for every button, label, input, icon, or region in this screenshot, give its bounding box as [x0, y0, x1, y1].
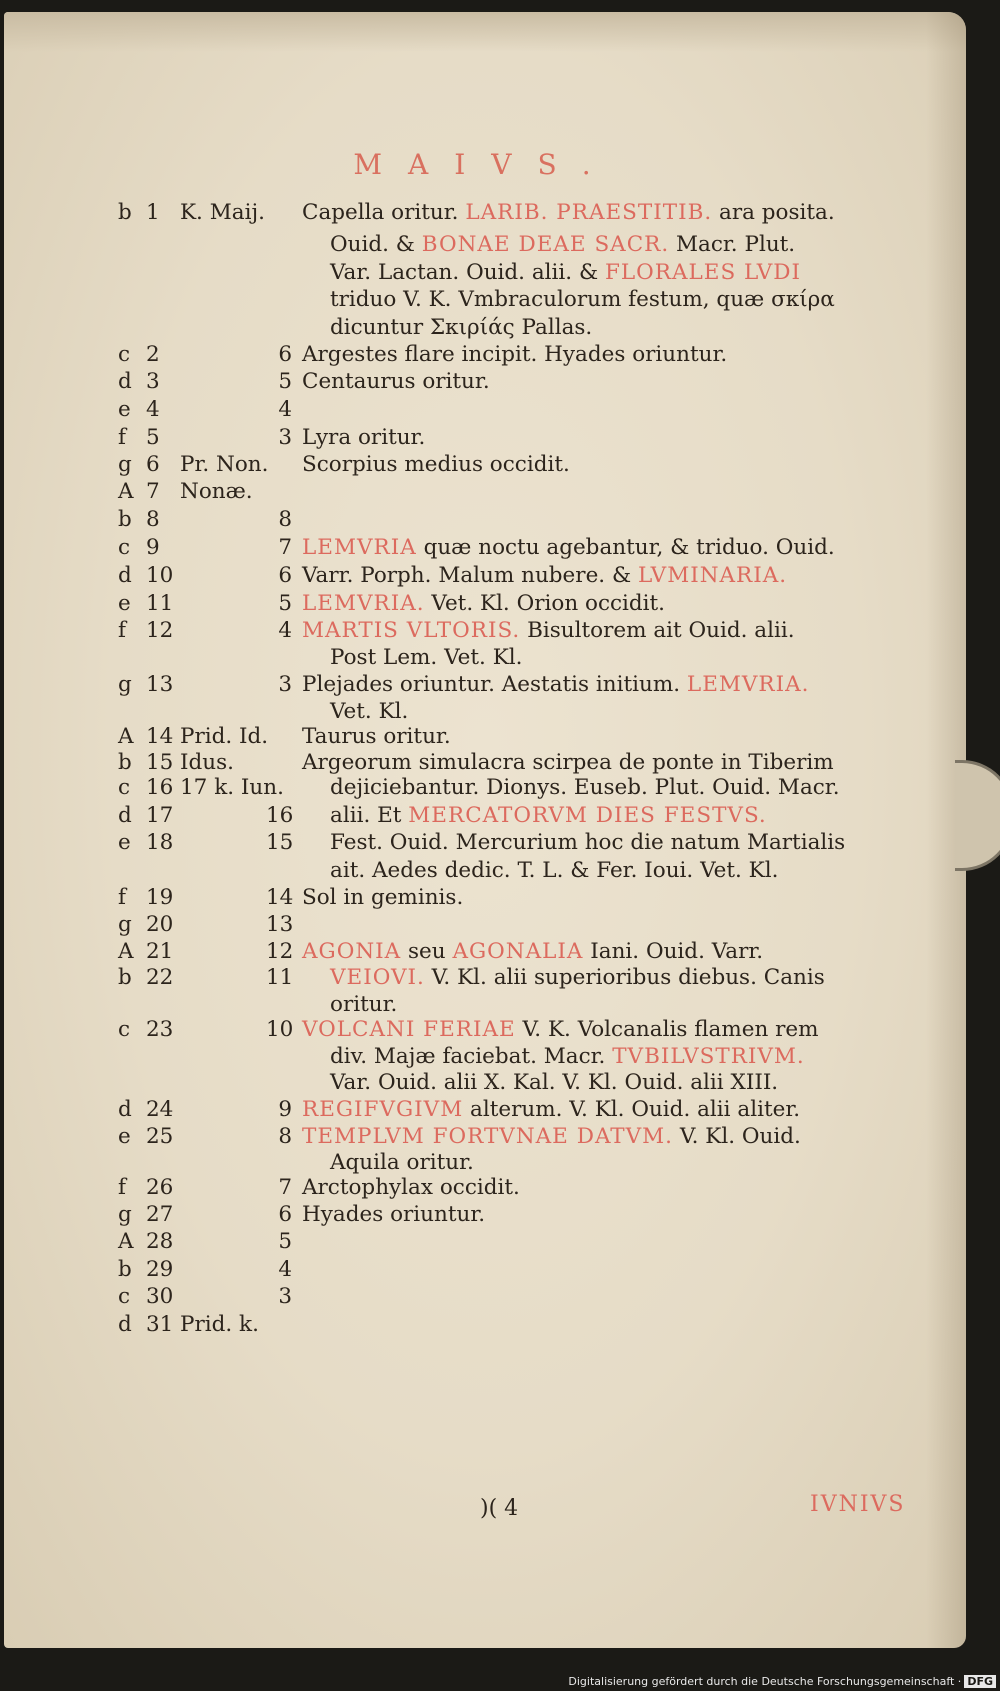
entry-segment: V. Kl. alii superioribus diebus. Canis [424, 965, 825, 990]
dominical-letter: b [118, 507, 132, 532]
entry-text [330, 965, 825, 990]
dominical-letter: d [118, 1097, 132, 1122]
roman-date: 6 [278, 1202, 292, 1227]
roman-date: 4 [278, 397, 292, 422]
entry-segment: V. K. Volcanalis flamen rem [515, 1017, 819, 1042]
entry-segment: Centaurus oritur. [302, 369, 490, 394]
dominical-letter: f [118, 425, 126, 450]
day-number: 18 [146, 830, 174, 855]
day-number: 23 [146, 1017, 174, 1042]
roman-date: Pr. Non. [180, 452, 269, 477]
day-number: 27 [146, 1202, 174, 1227]
entry-text [302, 342, 727, 367]
entry-segment: oritur. [330, 992, 398, 1017]
entry-text [302, 1175, 520, 1200]
page-title: MAIVS. [353, 148, 617, 181]
roman-date: 8 [278, 1124, 292, 1149]
entry-text [330, 1070, 778, 1095]
dominical-letter: g [118, 912, 132, 937]
day-number: 5 [146, 425, 160, 450]
day-number: 20 [146, 912, 174, 937]
entry-segment: Aquila oritur. [330, 1150, 474, 1175]
dominical-letter: g [118, 1202, 132, 1227]
entry-text [330, 1150, 474, 1175]
entry-segment: seu [401, 939, 453, 964]
entry-segment: Scorpius medius occidit. [302, 452, 570, 477]
entry-text [330, 645, 522, 670]
roman-date: Nonæ. [180, 479, 253, 504]
dominical-letter: c [118, 342, 131, 367]
day-number: 21 [146, 939, 174, 964]
entry-text [302, 724, 451, 749]
roman-date: 3 [278, 1284, 292, 1309]
roman-date: K. Maij. [180, 200, 265, 225]
day-number: 17 [146, 803, 174, 828]
dominical-letter: A [118, 479, 134, 504]
roman-date: 5 [278, 1229, 292, 1254]
entry-text [302, 425, 425, 450]
entry-text [302, 618, 795, 643]
dominical-letter: e [118, 591, 131, 616]
rubric-text: LEMVRIA. [686, 672, 810, 697]
dominical-letter: c [118, 775, 131, 800]
roman-date: 5 [278, 591, 292, 616]
roman-date: 15 [266, 830, 294, 855]
rubric-text: REGIFVGIVM [302, 1097, 464, 1122]
entry-text [302, 1017, 819, 1042]
roman-date: 4 [278, 618, 292, 643]
roman-date: 13 [266, 912, 294, 937]
rubric-text: VOLCANI FERIAE [302, 1017, 516, 1042]
day-number: 25 [146, 1124, 174, 1149]
entry-text [330, 315, 592, 340]
entry-text [330, 287, 835, 312]
day-number: 24 [146, 1097, 174, 1122]
rubric-text: AGONIA [302, 939, 402, 964]
entry-text [330, 775, 840, 800]
entry-segment: Argeorum simulacra scirpea de ponte in Tiberim [302, 750, 834, 775]
roman-date: 4 [278, 1257, 292, 1282]
entry-segment: Sol in geminis. [302, 885, 464, 910]
day-number: 1 [146, 200, 160, 225]
entry-segment: Vet. Kl. Orion occidit. [424, 591, 666, 616]
entry-segment: Argestes flare incipit. Hyades oriuntur. [302, 342, 728, 367]
day-number: 3 [146, 369, 160, 394]
entry-text [302, 200, 835, 225]
roman-date: 3 [278, 672, 292, 697]
roman-date: Prid. Id. [180, 724, 269, 749]
rubric-text: TEMPLVM FORTVNAE DATVM. [302, 1124, 674, 1149]
entry-segment: triduo V. K. Vmbraculorum festum, quæ σκίρα [330, 287, 835, 312]
entry-text [302, 750, 834, 775]
roman-date: Idus. [180, 750, 234, 775]
roman-date: 5 [278, 369, 292, 394]
rubric-text: LEMVRIA [302, 535, 417, 560]
day-number: 22 [146, 965, 174, 990]
day-number: 15 [146, 750, 174, 775]
roman-date: 12 [266, 939, 294, 964]
roman-date: 6 [278, 342, 292, 367]
day-number: 19 [146, 885, 174, 910]
day-number: 10 [146, 563, 174, 588]
rubric-text: AGONALIA [452, 939, 584, 964]
entry-text [330, 992, 397, 1017]
entry-text [330, 803, 767, 828]
day-number: 7 [146, 479, 160, 504]
entry-text [302, 1097, 800, 1122]
entry-segment: V. Kl. Ouid. [673, 1124, 801, 1149]
dominical-letter: g [118, 672, 132, 697]
entry-segment: Var. Lactan. Ouid. alii. & [330, 260, 605, 285]
rubric-text: MARTIS VLTORIS. [302, 618, 521, 643]
roman-date: 7 [278, 1175, 292, 1200]
entry-text [302, 885, 463, 910]
roman-date: 8 [278, 507, 292, 532]
entry-segment: Plejades oriuntur. Aestatis initium. [302, 672, 687, 697]
day-number: 13 [146, 672, 174, 697]
digitization-credit [0, 1675, 996, 1688]
day-number: 26 [146, 1175, 174, 1200]
day-number: 31 [146, 1312, 174, 1337]
entry-segment: dicuntur Σκιρίάς Pallas. [330, 315, 593, 340]
entry-text [330, 232, 795, 257]
day-number: 11 [146, 591, 174, 616]
roman-date: 3 [278, 425, 292, 450]
dominical-letter: d [118, 369, 132, 394]
entry-segment: ait. Aedes dedic. T. L. & Fer. Ioui. Vet. Kl. [330, 858, 779, 883]
entry-segment: alterum. V. Kl. Ouid. alii aliter. [463, 1097, 801, 1122]
entry-segment: Varr. Porph. Malum nubere. & [302, 563, 638, 588]
entry-segment: Taurus oritur. [302, 724, 451, 749]
dominical-letter: d [118, 1312, 132, 1337]
entry-text [302, 563, 787, 588]
day-number: 6 [146, 452, 160, 477]
dominical-letter: b [118, 200, 132, 225]
entry-text [302, 672, 809, 697]
entry-segment: ara posita. [712, 200, 835, 225]
entry-segment: alii. Et [330, 803, 409, 828]
entry-segment: Vet. Kl. [330, 699, 409, 724]
day-number: 30 [146, 1284, 174, 1309]
roman-date: 9 [278, 1097, 292, 1122]
entry-segment: Arctophylax occidit. [302, 1175, 520, 1200]
entry-segment: Var. Ouid. alii X. Kal. V. Kl. Ouid. alii XIII. [330, 1070, 779, 1095]
dominical-letter: c [118, 535, 131, 560]
entry-text [302, 1202, 485, 1227]
dominical-letter: A [118, 939, 134, 964]
rubric-text: LARIB. PRAESTITIB. [465, 200, 713, 225]
catchword: IVNIVS [810, 1492, 906, 1517]
dominical-letter: e [118, 1124, 131, 1149]
dominical-letter: b [118, 750, 132, 775]
entry-text [330, 1044, 805, 1069]
dominical-letter: e [118, 397, 131, 422]
entry-text [330, 830, 845, 855]
roman-date: 14 [266, 885, 294, 910]
rubric-text: VEIOVI. [330, 965, 425, 990]
dominical-letter: e [118, 830, 131, 855]
entry-text [302, 1124, 801, 1149]
dominical-letter: A [118, 724, 134, 749]
entry-segment: dejiciebantur. Dionys. Euseb. Plut. Ouid. Macr. [330, 775, 840, 800]
entry-text [330, 260, 801, 285]
credit-text: Digitalisierung gefördert durch die Deutsche Forschungsgemeinschaft · [568, 1675, 962, 1688]
entry-segment: quæ noctu agebantur, & triduo. Ouid. [416, 535, 835, 560]
roman-date: 6 [278, 563, 292, 588]
entry-segment: Post Lem. Vet. Kl. [330, 645, 523, 670]
roman-date: Prid. k. [180, 1312, 259, 1337]
rubric-text: MERCATORVM DIES FESTVS. [408, 803, 767, 828]
day-number: 8 [146, 507, 160, 532]
entry-segment: Capella oritur. [302, 200, 466, 225]
entry-text [330, 699, 408, 724]
roman-date: 17 k. Iun. [180, 775, 284, 800]
dominical-letter: f [118, 1175, 126, 1200]
rubric-text: LVMINARIA. [637, 563, 788, 588]
rubric-text: LEMVRIA. [302, 591, 425, 616]
entry-text [302, 535, 835, 560]
dominical-letter: f [118, 618, 126, 643]
entry-segment: div. Majæ faciebat. Macr. [330, 1044, 613, 1069]
day-number: 16 [146, 775, 174, 800]
entry-segment: Iani. Ouid. Varr. [583, 939, 764, 964]
dominical-letter: d [118, 803, 132, 828]
day-number: 4 [146, 397, 160, 422]
day-number: 28 [146, 1229, 174, 1254]
roman-date: 11 [266, 965, 294, 990]
dominical-letter: b [118, 1257, 132, 1282]
entry-text [302, 369, 490, 394]
dominical-letter: c [118, 1284, 131, 1309]
entry-segment: Hyades oriuntur. [302, 1202, 486, 1227]
entry-segment: Fest. Ouid. Mercurium hoc die natum Martialis [330, 830, 846, 855]
day-number: 9 [146, 535, 160, 560]
rubric-text: FLORALES LVDI [604, 260, 801, 285]
roman-date: 7 [278, 535, 292, 560]
rubric-text: TVBILVSTRIVM. [612, 1044, 805, 1069]
dominical-letter: A [118, 1229, 134, 1254]
page-tab-marker [955, 760, 1000, 871]
dominical-letter: g [118, 452, 132, 477]
page-top-edge [4, 12, 966, 52]
roman-date: 16 [266, 803, 294, 828]
dominical-letter: c [118, 1017, 131, 1042]
signature-mark: )( 4 [480, 1496, 519, 1521]
entry-text [330, 858, 778, 883]
dominical-letter: f [118, 885, 126, 910]
book-page [4, 12, 966, 1648]
rubric-text: BONAE DEAE SACR. [421, 232, 670, 257]
entry-segment: Ouid. & [330, 232, 422, 257]
day-number: 14 [146, 724, 174, 749]
day-number: 2 [146, 342, 160, 367]
entry-text [302, 939, 763, 964]
roman-date: 10 [266, 1017, 294, 1042]
day-number: 29 [146, 1257, 174, 1282]
dfg-logo: DFG [964, 1675, 996, 1688]
entry-text [302, 452, 570, 477]
entry-segment: Bisultorem ait Ouid. alii. [520, 618, 795, 643]
dominical-letter: d [118, 563, 132, 588]
entry-text [302, 591, 665, 616]
entry-segment: Lyra oritur. [302, 425, 426, 450]
entry-segment: Macr. Plut. [669, 232, 796, 257]
day-number: 12 [146, 618, 174, 643]
dominical-letter: b [118, 965, 132, 990]
